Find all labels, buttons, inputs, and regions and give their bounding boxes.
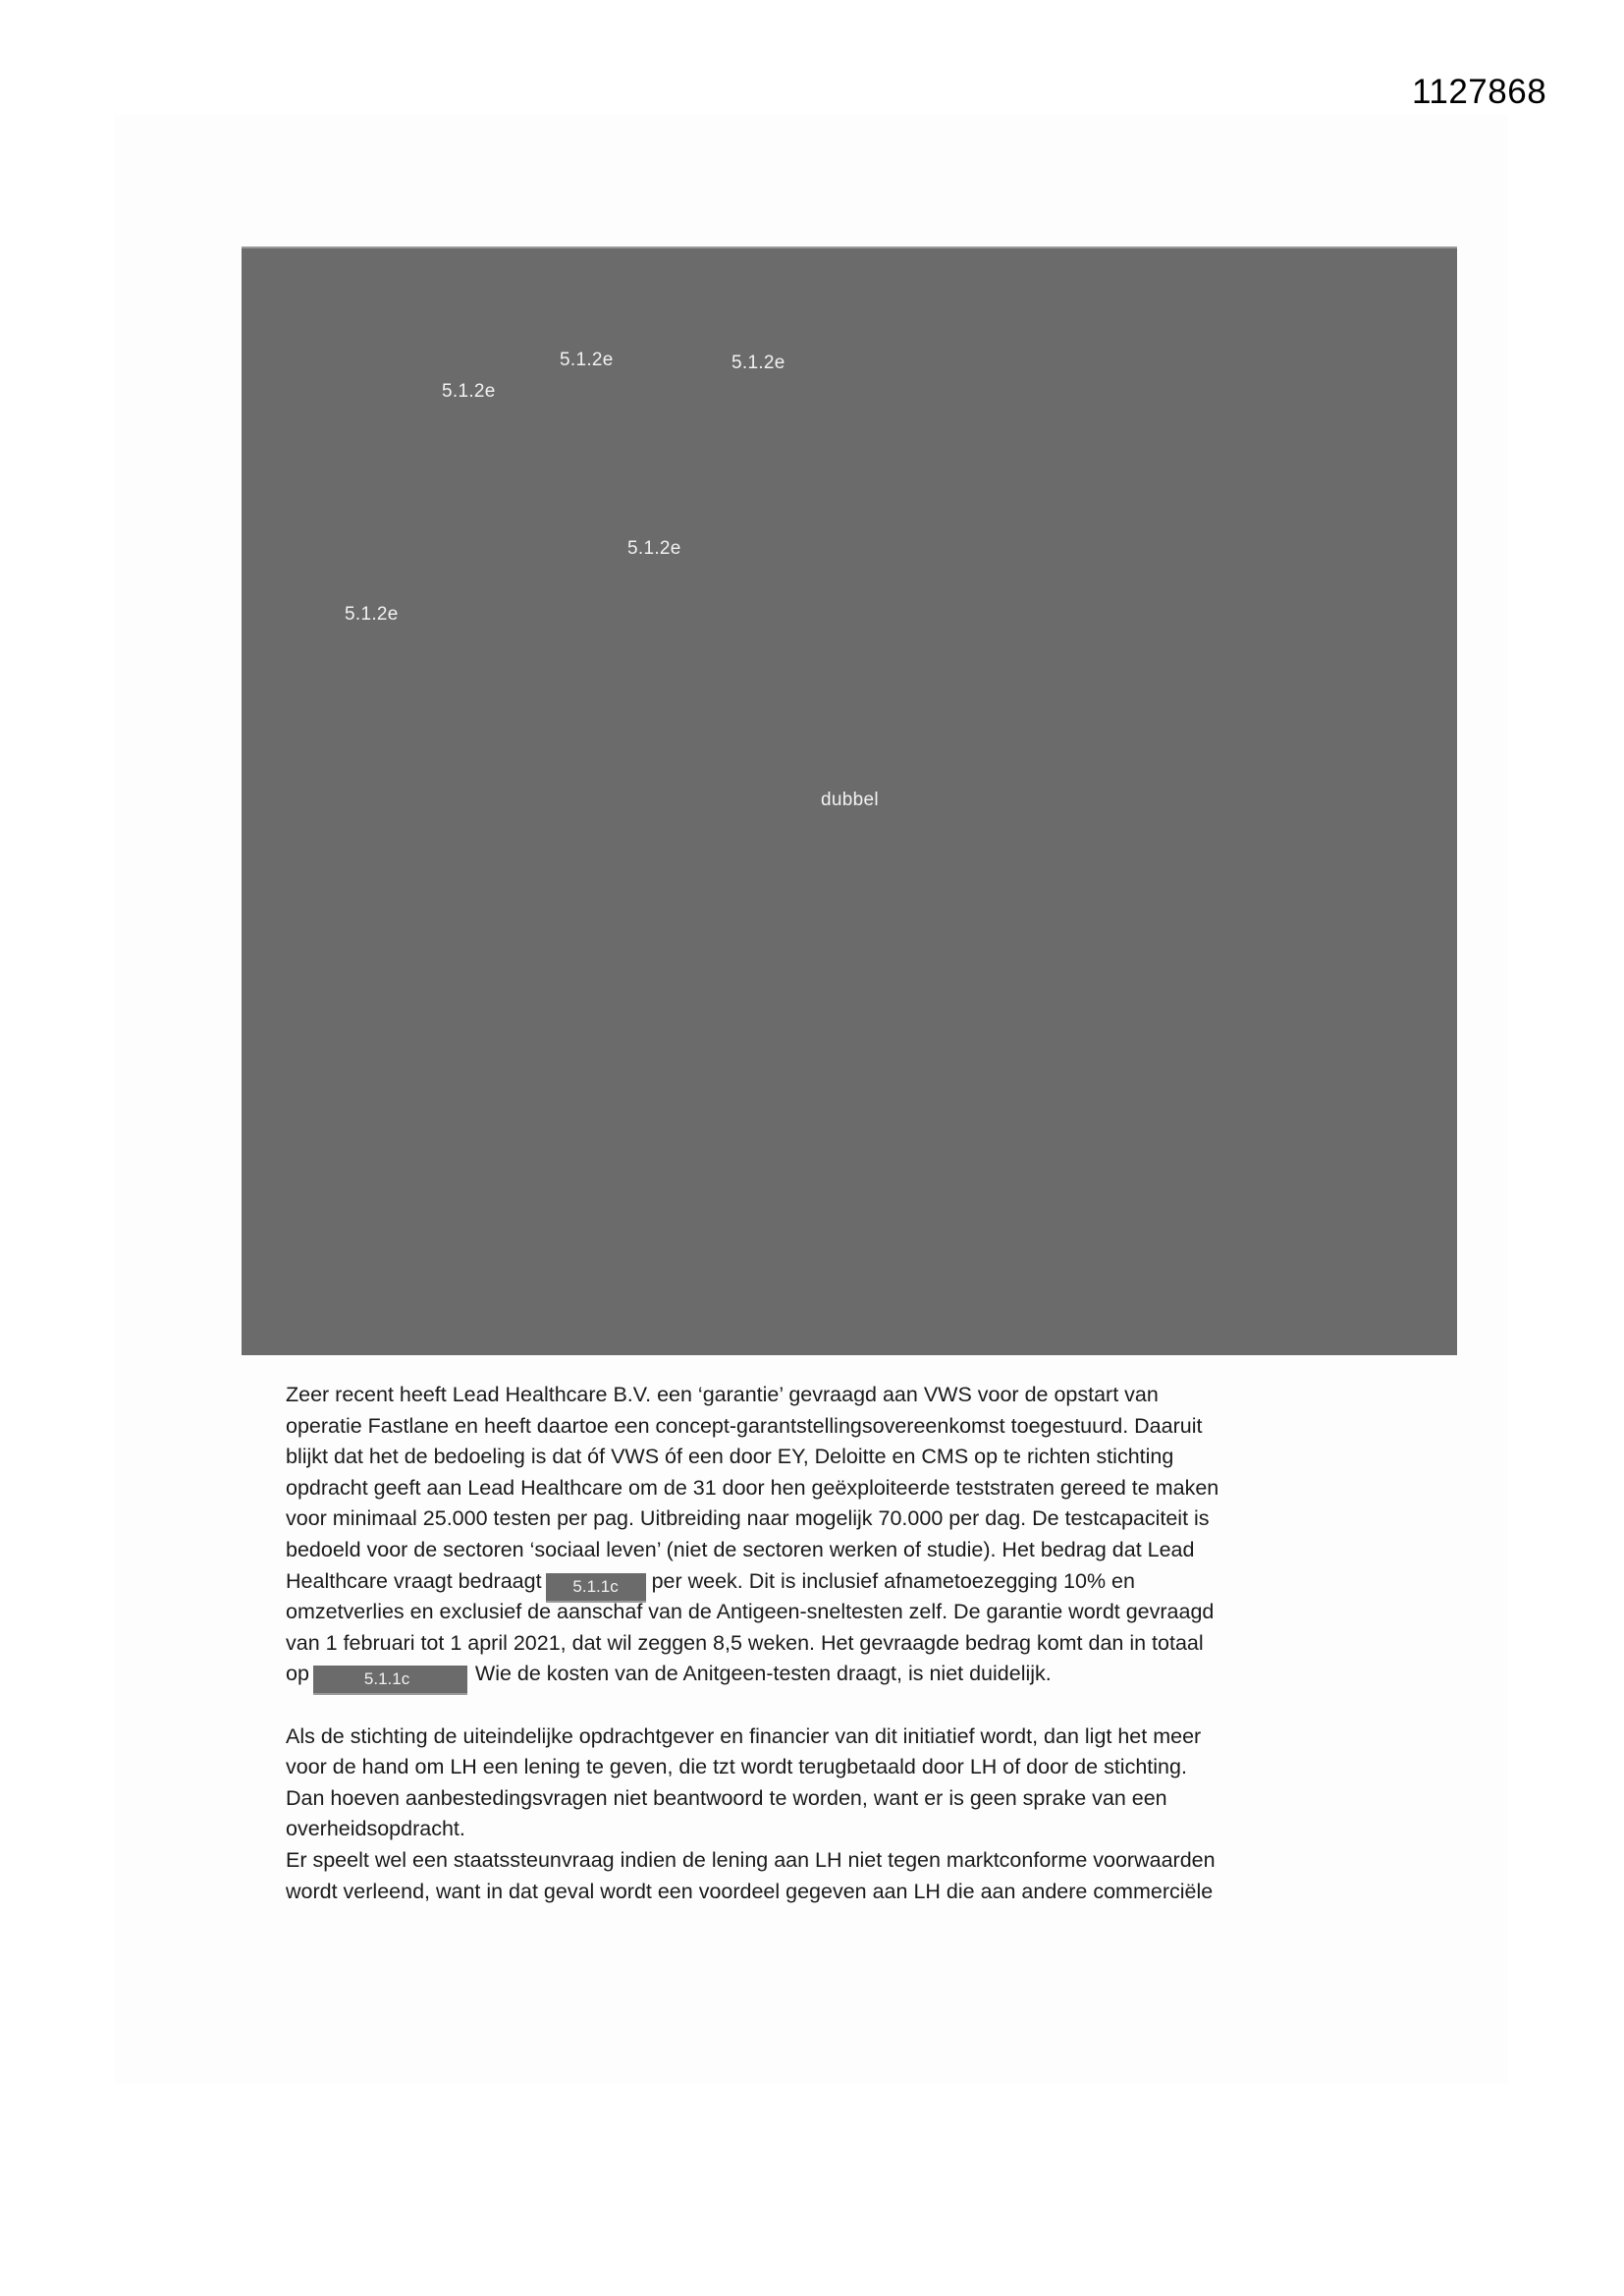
text-line: Er speelt wel een staatssteunvraag indien de lening aan LH niet tegen marktconforme voorwaarden (286, 1847, 1216, 1872)
text-line: omzetverlies en exclusief de aanschaf van de Antigeen-sneltesten zelf. De garantie wordt gevraagd (286, 1600, 1215, 1624)
text-segment: per week. Dit is inclusief afnametoezegging 10% en (651, 1568, 1135, 1593)
text-line: blijkt dat het de bedoeling is dat óf VWS óf een door EY, Deloitte en CMS op te richten stichting (286, 1445, 1174, 1469)
text-segment: op (286, 1662, 309, 1686)
text-line: voor minimaal 25.000 testen per pag. Uitbreiding naar mogelijk 70.000 per dag. De testcapaciteit is (286, 1506, 1210, 1531)
redaction-label: 5.1.2e (627, 538, 681, 559)
text-line: voor de hand om LH een lening te geven, die tzt wordt terugbetaald door LH of door de stichting. (286, 1755, 1187, 1779)
text-line: Zeer recent heeft Lead Healthcare B.V. een ‘garantie’ gevraagd aan VWS voor de opstart van (286, 1383, 1159, 1406)
body-text (286, 1380, 1385, 1907)
inline-redaction: 5.1.1c (313, 1666, 467, 1695)
text-line (286, 1659, 1385, 1690)
text-line: bedoeld voor de sectoren ‘sociaal leven’ (niet de sectoren werken of studie). Het bedrag dat Lead (286, 1537, 1195, 1561)
text-segment: Wie de kosten van de Anitgeen-testen draagt, is niet duidelijk. (474, 1662, 1052, 1686)
text-line: wordt verleend, want in dat geval wordt een voordeel gegeven aan LH die aan andere commerciële (286, 1879, 1214, 1903)
paragraph-garantie (286, 1380, 1385, 1690)
duplicate-label: dubbel (821, 790, 879, 810)
inline-redaction: 5.1.1c (546, 1573, 646, 1603)
text-line: operatie Fastlane en heeft daartoe een concept-garantstellingsovereenkomst toegestuurd. Daaruit (286, 1413, 1203, 1438)
text-line: opdracht geeft aan Lead Healthcare om de 31 door hen geëxploiteerde teststraten gereed te maken (286, 1475, 1219, 1500)
text-line: overheidsopdracht. (286, 1817, 465, 1841)
redaction-label: 5.1.2e (442, 381, 496, 402)
text-line: van 1 februari tot 1 april 2021, dat wil zeggen 8,5 weken. Het gevraagde bedrag komt dan in totaal (286, 1630, 1204, 1655)
redaction-label: 5.1.2e (345, 604, 399, 625)
paragraph-stichting (286, 1722, 1385, 1908)
text-line (286, 1566, 1385, 1598)
redaction-label: 5.1.2e (731, 353, 785, 373)
text-line: Als de stichting de uiteindelijke opdrachtgever en financier van dit initiatief wordt, dan ligt het meer (286, 1723, 1202, 1748)
redaction-label: 5.1.2e (560, 350, 614, 370)
text-segment: Healthcare vraagt bedraagt (286, 1568, 542, 1593)
document-number: 1127868 (1412, 73, 1547, 111)
text-line: Dan hoeven aanbestedingsvragen niet beantwoord te worden, want er is geen sprake van een (286, 1785, 1167, 1810)
